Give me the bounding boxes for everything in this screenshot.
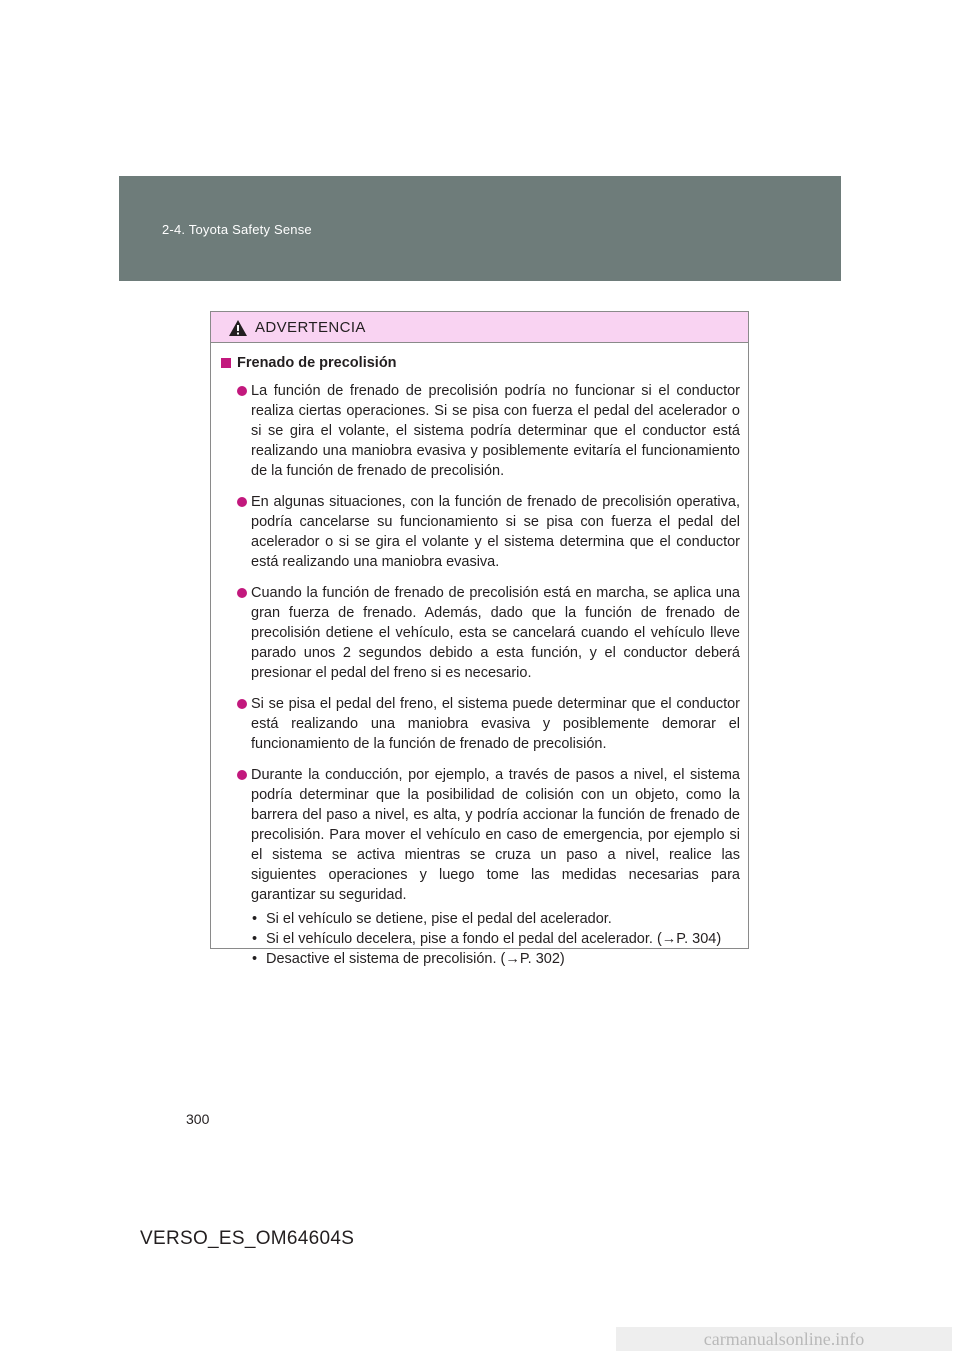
page-number: 300 — [186, 1111, 210, 1127]
warning-item-text: Durante la conducción, por ejemplo, a través de pasos a nivel, el sistema podría determinar que la posibilidad de colisión con un objeto, como la barrera del paso a nivel, es alta, y podría accionar la función de frenado de precolisión. Para mover el vehículo en caso de emergencia, por ejemplo si el sistema se activa mientras se cruza un paso a nivel, realice las siguientes operaciones y luego tome las medidas necesarias para garantizar su seguridad. — [251, 767, 740, 903]
warning-subheading-text: Frenado de precolisión — [237, 355, 397, 371]
subitem-bullet-icon: • — [252, 911, 258, 927]
warning-item-text: Si se pisa el pedal del freno, el sistema puede determinar que el conductor está realizando una maniobra evasiva y posiblemente demorar el funcionamiento de la función de frenado de precolisión. — [251, 696, 740, 752]
warning-item — [221, 381, 740, 481]
warning-item — [221, 492, 740, 572]
square-bullet-icon — [221, 358, 231, 368]
bullet-dot-icon — [237, 386, 247, 396]
subitem-bullet-icon: • — [252, 951, 258, 967]
document-code: VERSO_ES_OM64604S — [140, 1228, 355, 1249]
bullet-dot-icon — [237, 497, 247, 507]
warning-item — [221, 583, 740, 683]
section-title: 2-4. Toyota Safety Sense — [162, 222, 312, 237]
warning-header — [211, 312, 748, 343]
warning-body — [211, 343, 748, 969]
warning-title: ADVERTENCIA — [255, 319, 366, 336]
warning-subitem-list — [251, 909, 740, 969]
warning-triangle-icon — [228, 319, 248, 337]
warning-subitem — [251, 929, 740, 949]
warning-subitem-text: Si el vehículo se detiene, pise el pedal del acelerador. — [266, 911, 612, 927]
warning-item-text: La función de frenado de precolisión podría no funcionar si el conductor realiza ciertas operaciones. Si se pisa con fuerza el pedal del acelerador o si se gira el volante, el sistema podría determinar que el conductor está realizando una maniobra evasiva y posiblemente evitaría el funcionamiento de la función de frenado de precolisión. — [251, 383, 740, 479]
warning-subheading — [221, 355, 740, 371]
subitem-bullet-icon: • — [252, 931, 258, 947]
warning-item-list — [221, 381, 740, 969]
warning-subitem — [251, 949, 740, 969]
warning-box — [210, 311, 749, 967]
watermark: carmanualsonline.info — [616, 1327, 952, 1351]
bullet-dot-icon — [237, 770, 247, 780]
warning-subitem-text: Desactive el sistema de precolisión. (→P. 302) — [266, 951, 565, 967]
warning-item — [221, 765, 740, 969]
warning-subitem-text: Si el vehículo decelera, pise a fondo el pedal del acelerador. (→P. 304) — [266, 931, 722, 947]
warning-item-text: En algunas situaciones, con la función de frenado de precolisión operativa, podría cancelarse su funcionamiento si se pisa con fuerza el pedal del acelerador o si se gira el volante y el sistema determina que el conductor está realizando una maniobra evasiva. — [251, 494, 740, 570]
warning-item — [221, 694, 740, 754]
bullet-dot-icon — [237, 588, 247, 598]
bullet-dot-icon — [237, 699, 247, 709]
warning-subitem — [251, 909, 740, 929]
warning-item-text: Cuando la función de frenado de precolisión está en marcha, se aplica una gran fuerza de frenado. Además, dado que la función de frenado de precolisión detiene el vehículo, esta se cancelará cuando el vehículo lleve parado unos 2 segundos debido a esta función, y el conductor deberá presionar el pedal del freno si es necesario. — [251, 585, 740, 681]
